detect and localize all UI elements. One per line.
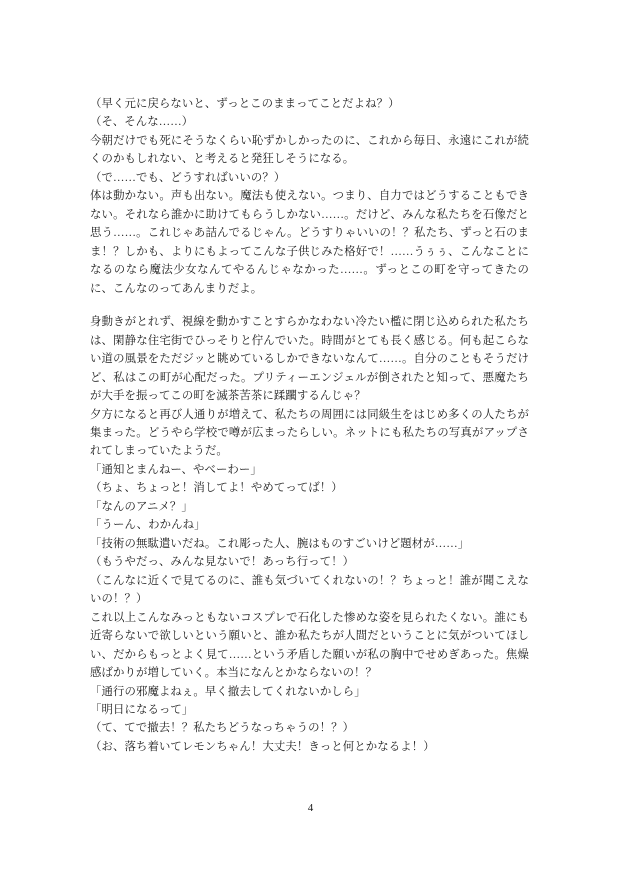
paragraph: 夕方になると再び人通りが増えて、私たちの周囲には同級生をはじめ多くの人たちが集まった。どうやら学校で噂が広まったらしい。ネットにも私たちの写真がアップされてしまっていたようだ。	[90, 408, 529, 458]
text-block-2	[90, 313, 529, 756]
paragraph: （早く元に戻らないと、ずっとこのままってことだよね？）	[90, 98, 400, 110]
paragraph: 「なんのアニメ？」	[90, 500, 193, 513]
paragraph: 体は動かない。声も出ない。魔法も使えない。つまり、自力ではどうすることもできない。それなら誰かに助けてもらうしかない……。だけど、みんな私たちを石像だと思う……。これじゃあ詰んでるじゃん。どうすりゃいいの！？私たち、ずっと石のまま！？しかも、よりにもよってこんな子供じみた格好で！……うぅぅ、こんなことになるのなら魔法少女なんてやるんじゃなかった……。ずっとこの町を守ってきたのに、こんなのってあんまりだよ。	[90, 190, 529, 295]
paragraph: （て、てで撤去！？私たちどうなっちゃうの！？）	[90, 722, 355, 735]
paragraph: 「明日になるって」	[90, 704, 194, 716]
text-block-1	[90, 95, 529, 298]
paragraph: （もうやだっ、みんな見ないで！あっち行って！）	[90, 556, 355, 569]
paragraph: （で……でも、どうすればいいの？）	[90, 171, 286, 184]
paragraph: （そ、そんな……）	[90, 116, 194, 129]
paragraph: 「うーん、わかんね」	[90, 519, 206, 532]
paragraph: これ以上こんなみっともないコスプレで石化した惨めな姿を見られたくない。誰にも近寄らないで欲しいという願いと、誰か私たちが人間だということに気がついてほしい、だからもっとよく見て……という矛盾した願いが私の胸中でせめぎあった。焦燥感ばかりが増していく。本当になんとかならないの！？	[90, 611, 529, 680]
paragraph: （ちょ、ちょっと！消してよ！やめてってば！）	[90, 482, 343, 495]
paragraph: （お、落ち着いてレモンちゃん！大丈夫！きっと何とかなるよ！）	[90, 740, 435, 753]
paragraph: 「技術の無駄遣いだね。これ彫った人、腕はものすごいけど題材が……」	[90, 537, 470, 550]
paragraph: （こんなに近くで見てるのに、誰も気づいてくれないの！？ちょっと！誰が聞こえないの！？）	[90, 574, 529, 606]
page-number: 4	[307, 802, 314, 814]
paragraph: 身動きがとれず、視線を動かすことすらかなわない冷たい檻に閉じ込められた私たちは、閑静な住宅街でひっそりと佇んでいた。時間がとても長く感じる。何も起こらない道の風景をただジッと眺めているしかできないなんて……。自分のこともそうだけど、私はこの町が心配だった。プリティーエンジェルが倒されたと知って、悪魔たちが大手を振ってこの町を滅茶苦茶に蹂躙するんじゃ？	[90, 316, 529, 403]
block-spacer	[90, 298, 529, 313]
paragraph: 「通知とまんねー、やべーわー」	[90, 463, 262, 476]
document-body	[90, 95, 529, 756]
paragraph: 今朝だけでも死にそうなくらい恥ずかしかったのに、これから毎日、永遠にこれが続くのかもしれない、と考えると発狂しそうになる。	[90, 134, 529, 166]
paragraph: 「通行の邪魔よねぇ。早く撤去してくれないかしら」	[90, 685, 366, 698]
